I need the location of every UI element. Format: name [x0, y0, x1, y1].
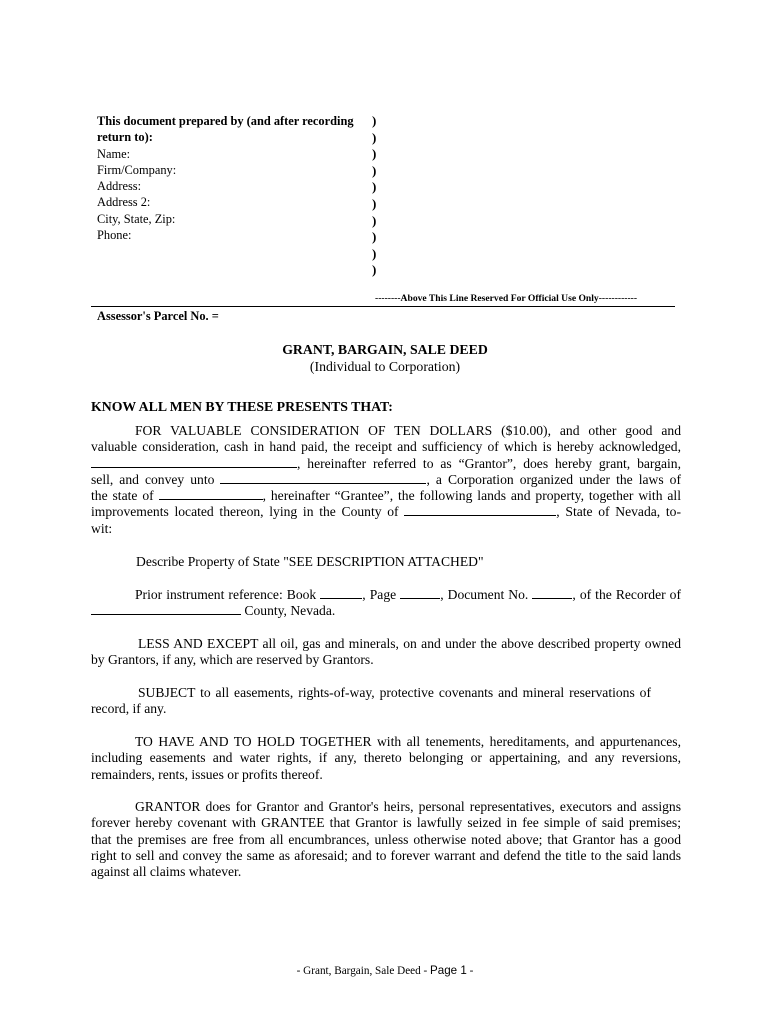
line-text: County, Nevada. [244, 603, 336, 619]
grantee-name-blank[interactable] [220, 472, 426, 484]
paragraph-line: SUBJECT to all easements, rights-of-way, protective covenants and mineral reservations of [138, 685, 651, 700]
state-blank[interactable] [159, 488, 263, 500]
official-use-note: --------Above This Line Reserved For Official Use Only------------ [375, 293, 638, 304]
bracket: ) [372, 179, 377, 195]
paragraph-line: record, if any. [91, 701, 167, 717]
line-text: , of the Recorder of [572, 587, 681, 602]
prior-instrument-paragraph [91, 587, 681, 620]
line-text: , a Corporation organized under the laws of [426, 471, 681, 487]
line-text: , State of Nevada, to- [556, 504, 681, 520]
paragraph-line: right to sell and convey the same as aforesaid; and to forever warrant and defend the title to the said lands [91, 847, 681, 863]
habendum-paragraph [91, 734, 681, 783]
preparer-city-label: City, State, Zip: [97, 211, 176, 226]
describe-property: Describe Property of State "SEE DESCRIPTION ATTACHED" [136, 554, 484, 569]
paragraph-line [91, 587, 681, 603]
paragraph-line: remainders, rents, issues or profits thereof. [91, 766, 323, 782]
recording-divider [91, 306, 675, 307]
paragraph-line: wit: [91, 520, 113, 536]
line-text: , Document No. [440, 587, 529, 602]
covenant-paragraph [91, 799, 681, 880]
preparer-address-label: Address: [97, 179, 142, 194]
paragraph-line [91, 456, 681, 472]
bracket-column [372, 113, 376, 279]
line-text: improvements located thereon, lying in the County of [91, 504, 399, 520]
preparer-address2-label: Address 2: [97, 195, 151, 210]
consideration-paragraph [91, 423, 681, 537]
paragraph-line [91, 488, 681, 504]
line-text: the state of [91, 488, 154, 504]
book-blank[interactable] [320, 587, 362, 599]
paragraph-line: GRANTOR does for Grantor and Grantor's heirs, personal representatives, executors and assigns [135, 799, 681, 814]
paragraph-line: FOR VALUABLE CONSIDERATION OF TEN DOLLARS ($10.00), and other good and [135, 423, 681, 438]
bracket: ) [372, 129, 377, 145]
document-subtitle: (Individual to Corporation) [309, 359, 461, 374]
document-number-blank[interactable] [532, 587, 572, 599]
paragraph-line: against all claims whatever. [91, 864, 242, 880]
subject-to-paragraph [91, 685, 651, 718]
less-except-paragraph [91, 636, 681, 669]
bracket: ) [372, 229, 377, 245]
paragraph-line: valuable consideration, cash in hand paid, the receipt and sufficiency of which is hereby acknowledged, [91, 439, 681, 455]
bracket: ) [372, 113, 377, 128]
recorder-county-blank[interactable] [91, 603, 241, 615]
bracket: ) [372, 162, 377, 178]
parcel-number-label: Assessor's Parcel No. = [97, 309, 219, 323]
bracket: ) [372, 195, 377, 211]
preparer-heading-cont: return to): [97, 130, 153, 145]
line-text: Prior instrument reference: Book [135, 587, 317, 602]
preparer-block [97, 113, 354, 243]
paragraph-line [91, 603, 681, 619]
preparer-firm-label: Firm/Company: [97, 162, 177, 177]
paragraph-line: including easements and water rights, if any, thereto belonging or appertaining, and any reversions, [91, 750, 681, 766]
paragraph-line: LESS AND EXCEPT all oil, gas and minerals, on and under the above described property owned [138, 636, 681, 651]
grantor-name-blank[interactable] [91, 456, 297, 468]
bracket: ) [372, 212, 377, 228]
bracket: ) [372, 262, 377, 278]
know-all-heading: KNOW ALL MEN BY THESE PRESENTS THAT: [91, 399, 393, 414]
footer-dash: - [469, 965, 474, 977]
page-blank[interactable] [400, 587, 440, 599]
paragraph-line: that the premises are free from all encumbrances, unless otherwise noted above; that Grantor has a good [91, 831, 681, 847]
paragraph-line: TO HAVE AND TO HOLD TOGETHER with all tenements, hereditaments, and appurtenances, [135, 734, 681, 749]
line-text: , hereinafter “Grantee”, the following lands and property, together with all [262, 488, 681, 504]
line-text: sell, and convey unto [91, 471, 215, 487]
page-footer [0, 964, 770, 977]
paragraph-line [91, 472, 681, 488]
footer-document-name: - Grant, Bargain, Sale Deed - [296, 965, 428, 977]
preparer-phone-label: Phone: [97, 228, 132, 243]
bracket: ) [372, 245, 377, 261]
bracket: ) [372, 146, 377, 162]
line-text: , hereinafter referred to as “Grantor”, does hereby grant, bargain, [297, 455, 681, 471]
document-title: GRANT, BARGAIN, SALE DEED [282, 342, 488, 357]
paragraph-line [91, 504, 681, 520]
preparer-name-label: Name: [97, 146, 131, 161]
line-text: , Page [362, 587, 397, 602]
paragraph-line: forever hereby covenant with GRANTEE that Grantor is lawfully seized in fee simple of said premises; [91, 815, 681, 831]
paragraph-line: by Grantors, if any, which are reserved by Grantors. [91, 652, 374, 668]
footer-page-number: Page 1 [430, 964, 467, 977]
preparer-heading: This document prepared by (and after recording [97, 114, 354, 128]
county-blank[interactable] [404, 504, 556, 516]
